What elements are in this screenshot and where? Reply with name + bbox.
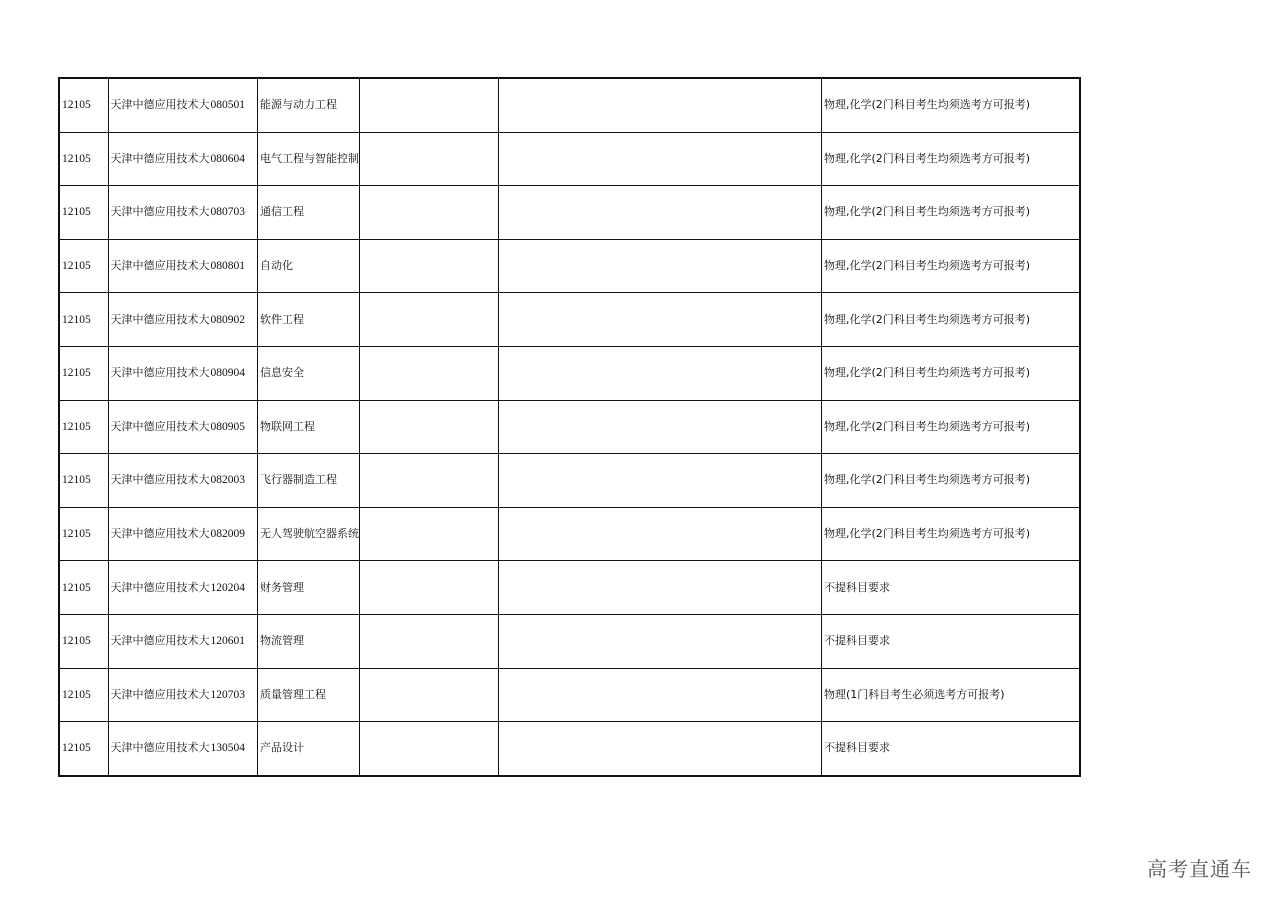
school-code-cell: 12105 <box>59 454 108 508</box>
empty-cell-6 <box>499 346 822 400</box>
empty-cell-6 <box>499 454 822 508</box>
school-name-cell: 天津中德应用技术大 <box>108 239 210 293</box>
school-name-cell: 天津中德应用技术大 <box>108 614 210 668</box>
school-code-cell: 12105 <box>59 78 108 132</box>
subject-requirement-cell: 不提科目要求 <box>822 561 1080 615</box>
subject-requirement-cell: 物理,化学(2门科目考生均须选考方可报考) <box>822 293 1080 347</box>
major-name-cell: 软件工程 <box>258 293 360 347</box>
school-code-cell: 12105 <box>59 239 108 293</box>
watermark-text: 高考直通车 <box>1147 857 1252 881</box>
table-row <box>59 561 1080 615</box>
school-code-cell: 12105 <box>59 132 108 186</box>
major-code-cell: 080703 <box>210 186 258 240</box>
major-name-cell: 质量管理工程 <box>258 668 360 722</box>
table-row <box>59 293 1080 347</box>
major-code-cell: 080501 <box>210 78 258 132</box>
major-name-cell: 无人驾驶航空器系统 <box>258 507 360 561</box>
school-name-cell: 天津中德应用技术大 <box>108 293 210 347</box>
school-code-cell: 12105 <box>59 293 108 347</box>
empty-cell-5 <box>360 78 499 132</box>
table-row <box>59 507 1080 561</box>
school-name-cell: 天津中德应用技术大 <box>108 186 210 240</box>
empty-cell-5 <box>360 614 499 668</box>
school-code-cell: 12105 <box>59 668 108 722</box>
school-name-cell: 天津中德应用技术大 <box>108 346 210 400</box>
major-code-cell: 120601 <box>210 614 258 668</box>
table-row <box>59 400 1080 454</box>
table-row <box>59 132 1080 186</box>
major-name-cell: 物流管理 <box>258 614 360 668</box>
school-code-cell: 12105 <box>59 614 108 668</box>
table-row <box>59 346 1080 400</box>
empty-cell-5 <box>360 293 499 347</box>
table-row <box>59 454 1080 508</box>
school-name-cell: 天津中德应用技术大 <box>108 561 210 615</box>
empty-cell-5 <box>360 454 499 508</box>
school-code-cell: 12105 <box>59 561 108 615</box>
subject-requirement-cell: 物理,化学(2门科目考生均须选考方可报考) <box>822 346 1080 400</box>
major-code-cell: 080905 <box>210 400 258 454</box>
empty-cell-6 <box>499 614 822 668</box>
major-code-cell: 082009 <box>210 507 258 561</box>
school-code-cell: 12105 <box>59 346 108 400</box>
major-name-cell: 自动化 <box>258 239 360 293</box>
school-name-cell: 天津中德应用技术大 <box>108 454 210 508</box>
admission-table <box>58 77 1081 777</box>
empty-cell-6 <box>499 132 822 186</box>
subject-requirement-cell: 物理,化学(2门科目考生均须选考方可报考) <box>822 132 1080 186</box>
subject-requirement-cell: 物理(1门科目考生必须选考方可报考) <box>822 668 1080 722</box>
major-code-cell: 082003 <box>210 454 258 508</box>
major-code-cell: 080801 <box>210 239 258 293</box>
school-name-cell: 天津中德应用技术大 <box>108 507 210 561</box>
empty-cell-5 <box>360 668 499 722</box>
empty-cell-6 <box>499 186 822 240</box>
empty-cell-5 <box>360 507 499 561</box>
school-name-cell: 天津中德应用技术大 <box>108 78 210 132</box>
major-code-cell: 080902 <box>210 293 258 347</box>
school-name-cell: 天津中德应用技术大 <box>108 400 210 454</box>
empty-cell-6 <box>499 239 822 293</box>
empty-cell-6 <box>499 400 822 454</box>
empty-cell-5 <box>360 186 499 240</box>
subject-requirement-cell: 不提科目要求 <box>822 722 1080 776</box>
subject-requirement-cell: 物理,化学(2门科目考生均须选考方可报考) <box>822 239 1080 293</box>
empty-cell-6 <box>499 722 822 776</box>
major-name-cell: 能源与动力工程 <box>258 78 360 132</box>
major-code-cell: 080604 <box>210 132 258 186</box>
subject-requirement-cell: 物理,化学(2门科目考生均须选考方可报考) <box>822 186 1080 240</box>
major-name-cell: 电气工程与智能控制 <box>258 132 360 186</box>
subject-requirement-cell: 物理,化学(2门科目考生均须选考方可报考) <box>822 507 1080 561</box>
major-name-cell: 信息安全 <box>258 346 360 400</box>
subject-requirement-cell: 物理,化学(2门科目考生均须选考方可报考) <box>822 78 1080 132</box>
subject-requirement-cell: 物理,化学(2门科目考生均须选考方可报考) <box>822 454 1080 508</box>
empty-cell-5 <box>360 400 499 454</box>
empty-cell-5 <box>360 132 499 186</box>
table-row <box>59 186 1080 240</box>
major-name-cell: 通信工程 <box>258 186 360 240</box>
empty-cell-5 <box>360 239 499 293</box>
empty-cell-6 <box>499 293 822 347</box>
empty-cell-5 <box>360 346 499 400</box>
empty-cell-6 <box>499 78 822 132</box>
school-code-cell: 12105 <box>59 507 108 561</box>
major-code-cell: 120204 <box>210 561 258 615</box>
major-code-cell: 130504 <box>210 722 258 776</box>
school-code-cell: 12105 <box>59 186 108 240</box>
major-name-cell: 飞行器制造工程 <box>258 454 360 508</box>
major-name-cell: 财务管理 <box>258 561 360 615</box>
empty-cell-5 <box>360 561 499 615</box>
table-row <box>59 239 1080 293</box>
table-body <box>59 78 1080 776</box>
major-name-cell: 物联网工程 <box>258 400 360 454</box>
major-name-cell: 产品设计 <box>258 722 360 776</box>
table-row <box>59 722 1080 776</box>
empty-cell-5 <box>360 722 499 776</box>
empty-cell-6 <box>499 561 822 615</box>
school-name-cell: 天津中德应用技术大 <box>108 132 210 186</box>
school-name-cell: 天津中德应用技术大 <box>108 668 210 722</box>
table-row <box>59 668 1080 722</box>
table-row <box>59 614 1080 668</box>
school-code-cell: 12105 <box>59 400 108 454</box>
major-code-cell: 080904 <box>210 346 258 400</box>
subject-requirement-cell: 不提科目要求 <box>822 614 1080 668</box>
empty-cell-6 <box>499 507 822 561</box>
school-code-cell: 12105 <box>59 722 108 776</box>
major-code-cell: 120703 <box>210 668 258 722</box>
empty-cell-6 <box>499 668 822 722</box>
school-name-cell: 天津中德应用技术大 <box>108 722 210 776</box>
table-row <box>59 78 1080 132</box>
subject-requirement-cell: 物理,化学(2门科目考生均须选考方可报考) <box>822 400 1080 454</box>
